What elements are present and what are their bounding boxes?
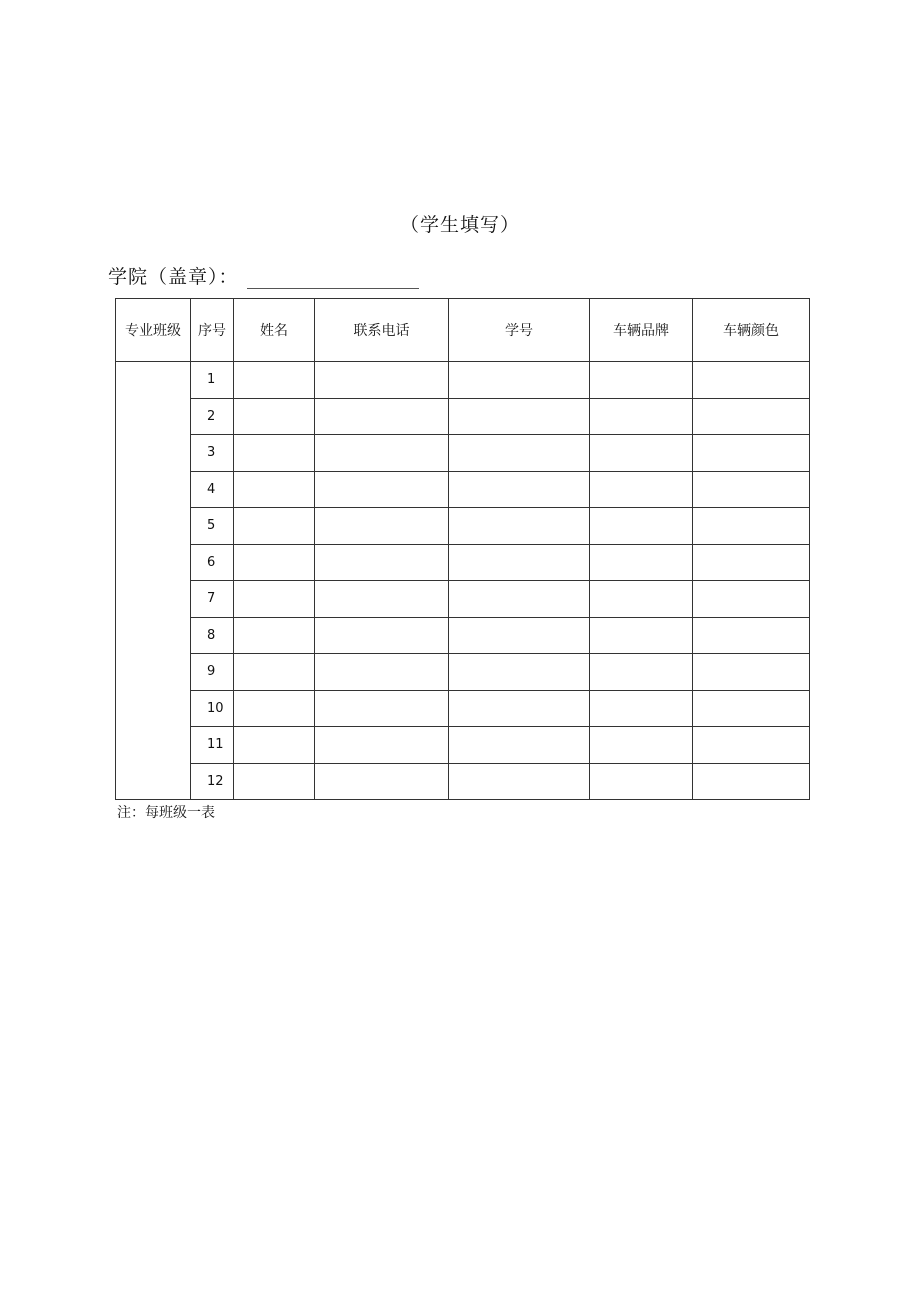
header-vehicle-color: 车辆颜色: [693, 299, 810, 362]
brand-cell[interactable]: [590, 727, 693, 764]
table-row: [116, 362, 810, 399]
phone-cell[interactable]: [315, 435, 449, 472]
seq-cell: 9: [191, 654, 234, 691]
color-cell[interactable]: [693, 654, 810, 691]
student-id-cell[interactable]: [449, 471, 590, 508]
student-id-cell[interactable]: [449, 435, 590, 472]
brand-cell[interactable]: [590, 690, 693, 727]
name-cell[interactable]: [234, 544, 315, 581]
color-cell[interactable]: [693, 435, 810, 472]
name-cell[interactable]: [234, 362, 315, 399]
color-cell[interactable]: [693, 544, 810, 581]
seq-cell: 12: [191, 763, 234, 800]
college-blank-field[interactable]: [247, 268, 419, 289]
phone-cell[interactable]: [315, 617, 449, 654]
college-label: 学院（盖章）：: [108, 266, 239, 288]
student-id-cell[interactable]: [449, 581, 590, 618]
color-cell[interactable]: [693, 617, 810, 654]
name-cell[interactable]: [234, 398, 315, 435]
seq-cell: 1: [191, 362, 234, 399]
seq-cell: 4: [191, 471, 234, 508]
name-cell[interactable]: [234, 690, 315, 727]
table-row: [116, 727, 810, 764]
phone-cell[interactable]: [315, 362, 449, 399]
phone-cell[interactable]: [315, 727, 449, 764]
color-cell[interactable]: [693, 398, 810, 435]
color-cell[interactable]: [693, 508, 810, 545]
name-cell[interactable]: [234, 763, 315, 800]
student-id-cell[interactable]: [449, 690, 590, 727]
student-id-cell[interactable]: [449, 398, 590, 435]
table-row: [116, 398, 810, 435]
color-cell[interactable]: [693, 727, 810, 764]
table-row: [116, 544, 810, 581]
class-cell[interactable]: [116, 362, 191, 800]
seq-cell: 11: [191, 727, 234, 764]
name-cell[interactable]: [234, 471, 315, 508]
phone-cell[interactable]: [315, 690, 449, 727]
student-id-cell[interactable]: [449, 362, 590, 399]
student-id-cell[interactable]: [449, 763, 590, 800]
brand-cell[interactable]: [590, 508, 693, 545]
brand-cell[interactable]: [590, 617, 693, 654]
seq-cell: 2: [191, 398, 234, 435]
phone-cell[interactable]: [315, 544, 449, 581]
phone-cell[interactable]: [315, 398, 449, 435]
phone-cell[interactable]: [315, 508, 449, 545]
table-row: [116, 654, 810, 691]
form-subtitle: （学生填写）: [399, 214, 520, 236]
table-row: [116, 471, 810, 508]
seq-cell: 8: [191, 617, 234, 654]
brand-cell[interactable]: [590, 362, 693, 399]
seq-cell: 5: [191, 508, 234, 545]
brand-cell[interactable]: [590, 544, 693, 581]
name-cell[interactable]: [234, 617, 315, 654]
color-cell[interactable]: [693, 471, 810, 508]
seq-cell: 6: [191, 544, 234, 581]
brand-cell[interactable]: [590, 435, 693, 472]
college-stamp-line: [108, 262, 419, 289]
brand-cell[interactable]: [590, 654, 693, 691]
name-cell[interactable]: [234, 654, 315, 691]
name-cell[interactable]: [234, 508, 315, 545]
header-name: 姓名: [234, 299, 315, 362]
name-cell[interactable]: [234, 727, 315, 764]
table-row: [116, 763, 810, 800]
table-header-row: [116, 299, 810, 362]
table-row: [116, 508, 810, 545]
table-row: [116, 435, 810, 472]
seq-cell: 7: [191, 581, 234, 618]
seq-cell: 3: [191, 435, 234, 472]
brand-cell[interactable]: [590, 581, 693, 618]
name-cell[interactable]: [234, 435, 315, 472]
color-cell[interactable]: [693, 362, 810, 399]
header-vehicle-brand: 车辆品牌: [590, 299, 693, 362]
phone-cell[interactable]: [315, 763, 449, 800]
brand-cell[interactable]: [590, 398, 693, 435]
phone-cell[interactable]: [315, 471, 449, 508]
footnote: 注：每班级一表: [117, 805, 215, 821]
header-student-id: 学号: [449, 299, 590, 362]
student-id-cell[interactable]: [449, 544, 590, 581]
student-id-cell[interactable]: [449, 654, 590, 691]
student-id-cell[interactable]: [449, 727, 590, 764]
table-row: [116, 581, 810, 618]
header-seq: 序号: [191, 299, 234, 362]
brand-cell[interactable]: [590, 471, 693, 508]
phone-cell[interactable]: [315, 654, 449, 691]
color-cell[interactable]: [693, 581, 810, 618]
color-cell[interactable]: [693, 763, 810, 800]
header-class: 专业班级: [116, 299, 191, 362]
student-id-cell[interactable]: [449, 508, 590, 545]
table-row: [116, 690, 810, 727]
student-vehicle-table: [115, 298, 810, 800]
phone-cell[interactable]: [315, 581, 449, 618]
header-phone: 联系电话: [315, 299, 449, 362]
name-cell[interactable]: [234, 581, 315, 618]
table-row: [116, 617, 810, 654]
seq-cell: 10: [191, 690, 234, 727]
student-id-cell[interactable]: [449, 617, 590, 654]
color-cell[interactable]: [693, 690, 810, 727]
brand-cell[interactable]: [590, 763, 693, 800]
